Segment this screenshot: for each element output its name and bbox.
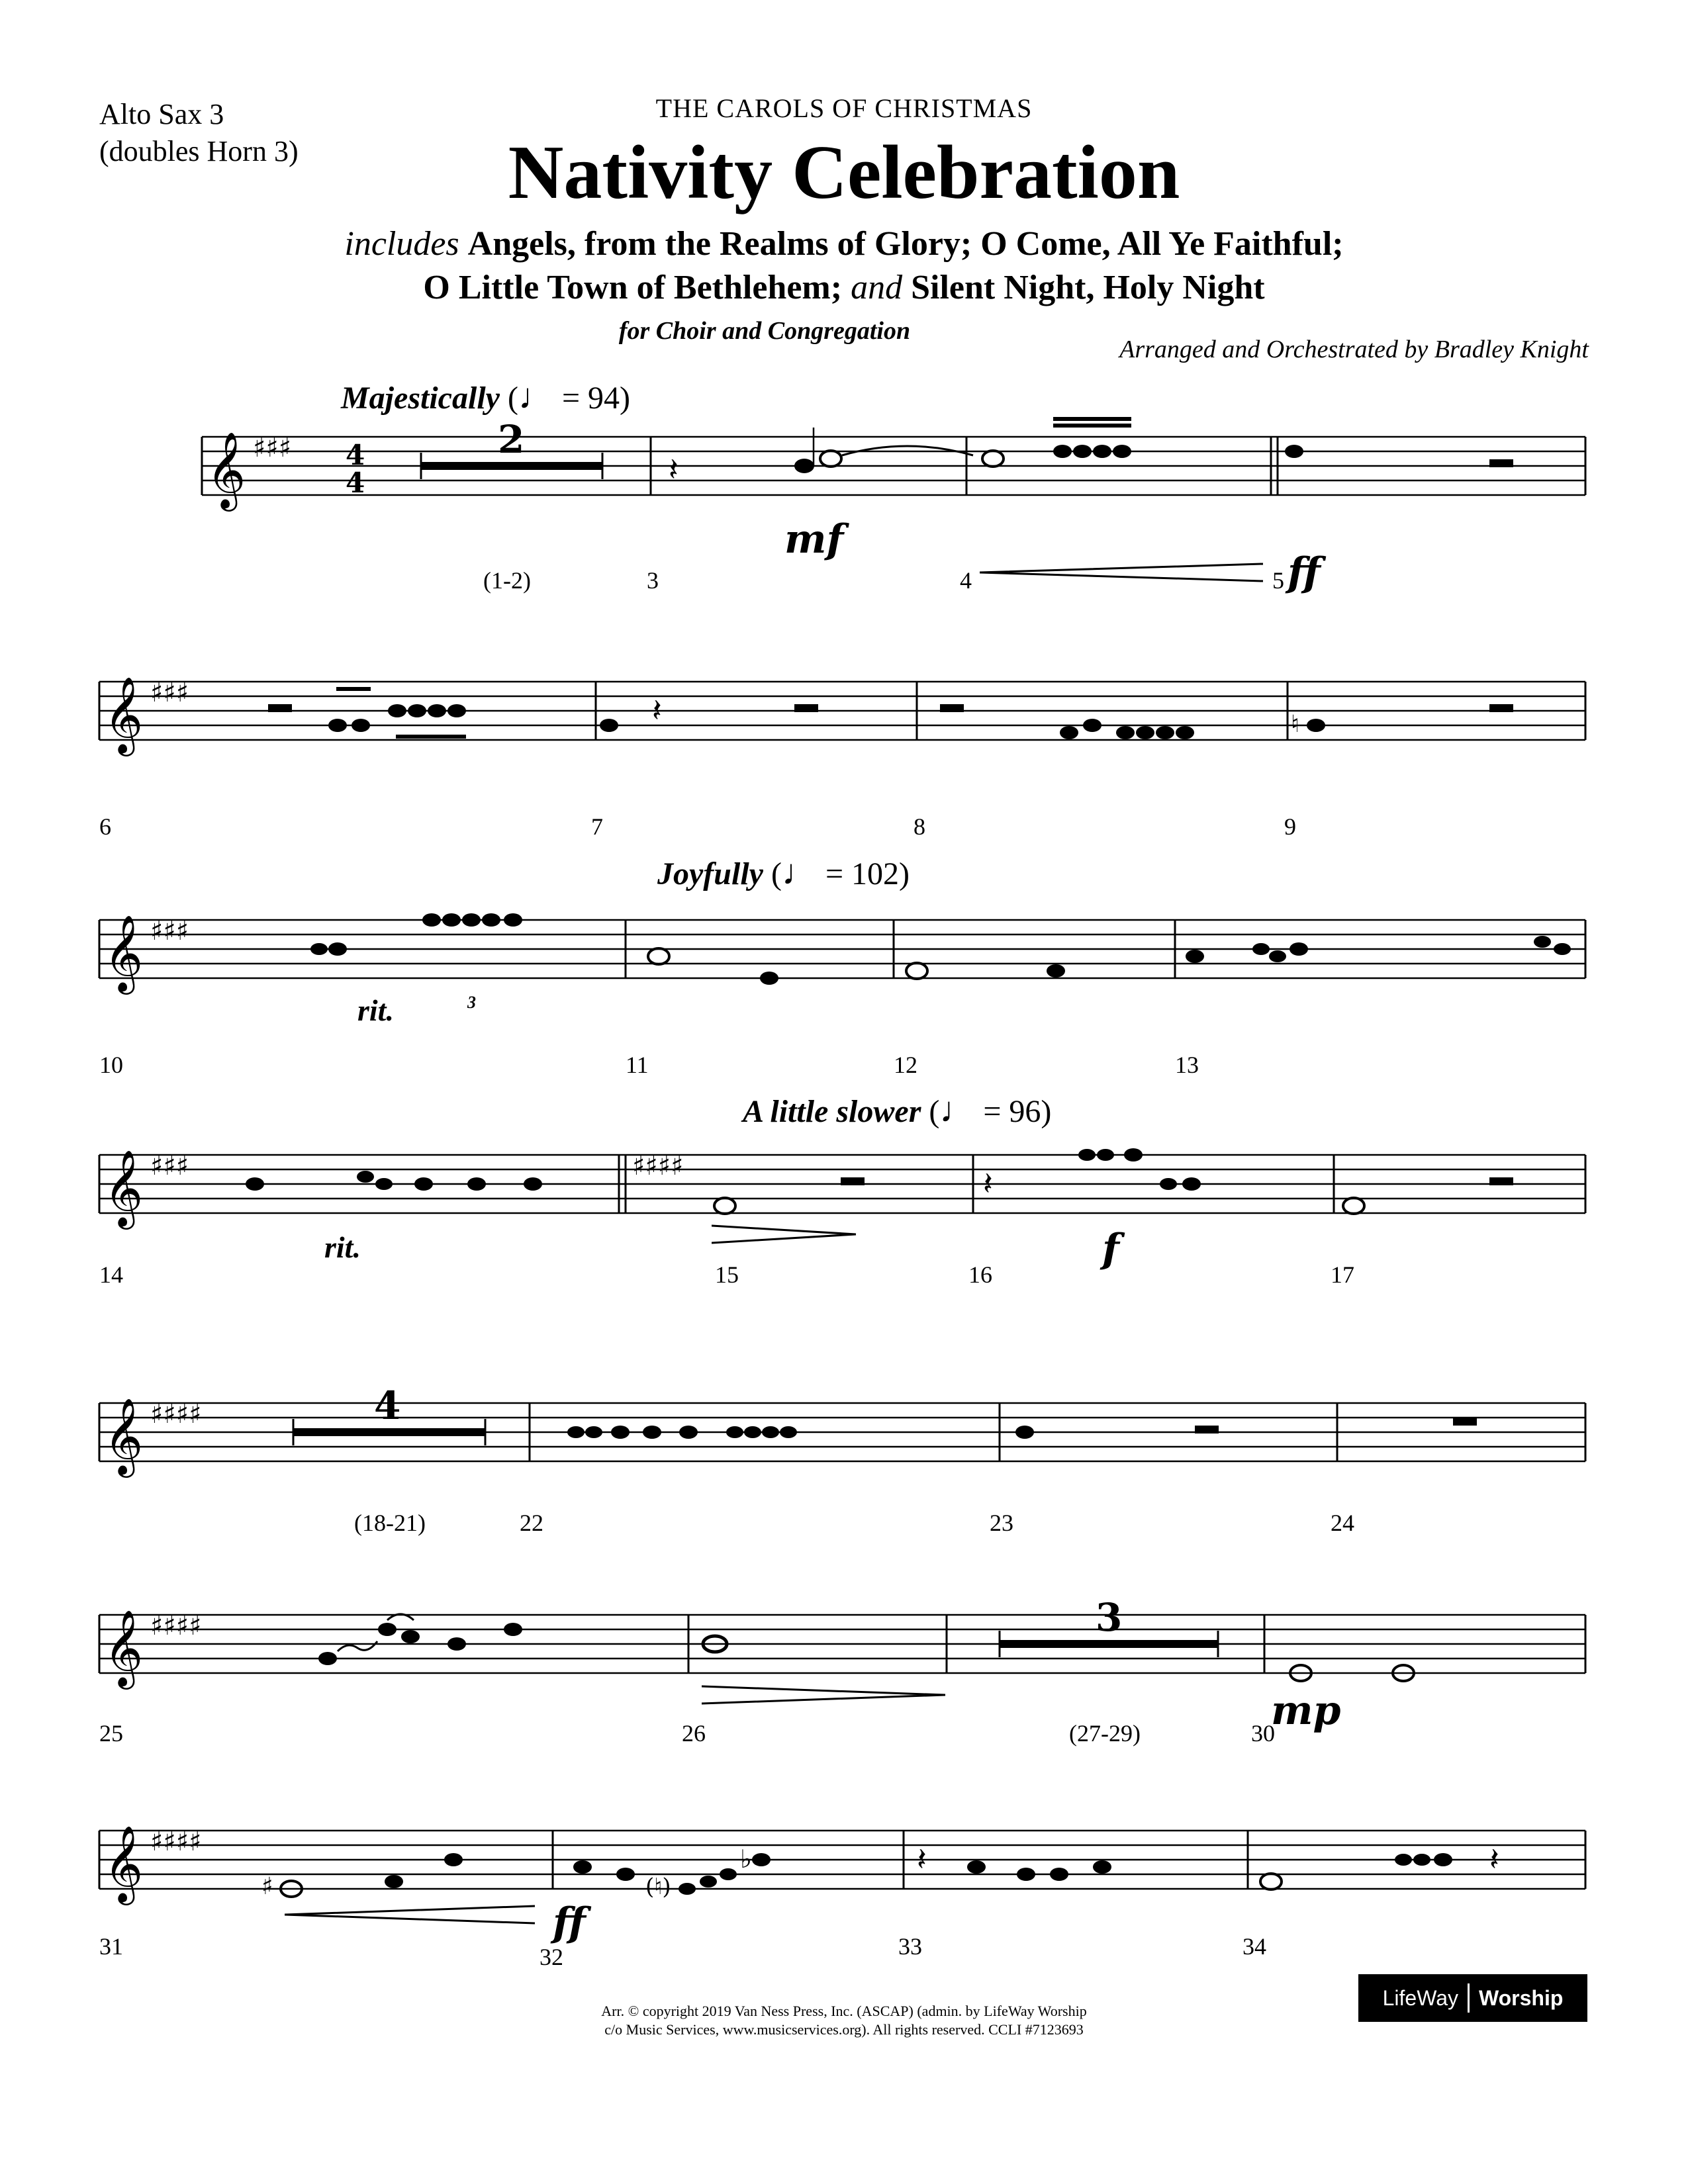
dynamic-marking: mp (1271, 1688, 1341, 1734)
svg-text:♯: ♯ (261, 1873, 273, 1900)
includes-word: includes (344, 225, 459, 263)
logo-text-left: LifeWay (1382, 1985, 1458, 2010)
measure-number: 9 (1284, 813, 1296, 840)
measure-number: 6 (99, 813, 111, 840)
crescendo-hairpin (980, 563, 1264, 582)
svg-text:𝄞: 𝄞 (104, 914, 144, 991)
triplet-marking: 3 (467, 993, 476, 1012)
measure-number: 32 (539, 1944, 563, 1970)
measure-number: 12 (894, 1052, 917, 1078)
svg-text:♯♯♯♯: ♯♯♯♯ (150, 1611, 202, 1641)
decrescendo-hairpin (702, 1685, 947, 1705)
staff-system-6 (0, 1602, 1688, 1694)
measure-number: 15 (715, 1261, 739, 1288)
instrument-doubles: (doubles Horn 3) (99, 135, 299, 167)
multirest-bar (421, 462, 602, 470)
songs-line-1: Angels, from the Realms of Glory; O Come, All Ye Faithful; (467, 225, 1344, 263)
logo-divider (1468, 1983, 1470, 2013)
svg-text:𝄽: 𝄽 (917, 1841, 927, 1878)
measure-number: 26 (682, 1720, 706, 1747)
staff-system-1 (0, 424, 1688, 516)
svg-text:𝄞: 𝄞 (104, 1149, 144, 1226)
svg-text:4: 4 (346, 467, 365, 499)
measure-number: 4 (960, 567, 972, 594)
measure-number: (1-2) (483, 567, 531, 594)
arranger-credit: Arranged and Orchestrated by Bradley Knight (1119, 336, 1589, 363)
and-word: and (851, 269, 903, 306)
staff-system-5 (0, 1390, 1688, 1482)
rit-marking: rit. (357, 993, 394, 1027)
svg-text:𝄞: 𝄞 (104, 1609, 144, 1686)
staff-system-2 (0, 668, 1688, 761)
for-choir-text: for Choir and Congregation (618, 317, 911, 345)
songs-line-2a: O Little Town of Bethlehem; (423, 269, 843, 306)
crescendo-hairpin (285, 1905, 536, 1925)
staff-system-7 (0, 1817, 1688, 1910)
logo-text-right: Worship (1479, 1985, 1564, 2010)
measure-number: 30 (1251, 1720, 1275, 1747)
staff-system-3 (0, 907, 1688, 999)
measure-number: 10 (99, 1052, 123, 1078)
svg-text:𝄞: 𝄞 (104, 1397, 144, 1475)
multirest-count: 2 (498, 417, 525, 462)
measure-number: 31 (99, 1933, 123, 1960)
staff-system-4 (0, 1142, 1688, 1234)
svg-text:♯♯♯♯: ♯♯♯♯ (150, 1399, 202, 1430)
svg-text:♭: ♭ (740, 1844, 752, 1874)
tempo-joyfully: Joyfully (♩ = 102) (657, 852, 910, 892)
measure-number: 13 (1175, 1052, 1199, 1078)
measure-number: 5 (1272, 567, 1284, 594)
measure-number: 16 (968, 1261, 992, 1288)
measure-number: (18-21) (354, 1510, 426, 1536)
svg-text:𝄞: 𝄞 (104, 676, 144, 753)
rit-marking: rit. (324, 1230, 361, 1264)
tempo-majestically: Majestically (♩ = 94) (341, 377, 630, 416)
tempo-a-little-slower: A little slower (♩ = 96) (743, 1090, 1052, 1130)
svg-text:♯♯♯: ♯♯♯ (150, 678, 189, 708)
dynamic-marking: mf (784, 516, 844, 563)
measure-number: 23 (990, 1510, 1013, 1536)
measure-number: 34 (1243, 1933, 1266, 1960)
svg-text:𝄽: 𝄽 (1489, 1841, 1499, 1878)
dynamic-marking: ff (553, 1899, 586, 1946)
page-title: Nativity Celebration (508, 130, 1180, 215)
multirest-count: 4 (374, 1383, 401, 1428)
measure-number: 11 (626, 1052, 649, 1078)
series-title: THE CAROLS OF CHRISTMAS (655, 93, 1033, 123)
measure-number: 3 (647, 567, 659, 594)
instrument-name: Alto Sax 3 (99, 98, 224, 130)
svg-text:♯♯♯: ♯♯♯ (150, 1151, 189, 1181)
dynamic-marking: ff (1288, 549, 1321, 596)
svg-text:♯♯♯♯: ♯♯♯♯ (150, 1827, 202, 1857)
measure-number: 17 (1331, 1261, 1354, 1288)
svg-text:𝄽: 𝄽 (983, 1165, 993, 1203)
measure-number: (27-29) (1069, 1720, 1141, 1747)
svg-text:♮: ♮ (1291, 711, 1299, 738)
key-signature-icon: ♯♯♯ (253, 433, 292, 463)
svg-text:𝄽: 𝄽 (652, 692, 662, 729)
svg-text:𝄽: 𝄽 (669, 451, 679, 488)
copyright-line-2: c/o Music Services, www.musicservices.org). All rights reserved. CCLI #7123693 (604, 2021, 1084, 2038)
decrescendo-hairpin (712, 1224, 857, 1244)
treble-clef-icon: 𝄞 (207, 431, 246, 508)
measure-number: 14 (99, 1261, 123, 1288)
copyright-line-1: Arr. © copyright 2019 Van Ness Press, Inc. (ASCAP) (admin. by LifeWay Worship (601, 2003, 1087, 2019)
dynamic-marking: f (1102, 1226, 1119, 1272)
subtitle (0, 222, 1688, 310)
measure-number: 24 (1331, 1510, 1354, 1536)
svg-text:(♮): (♮) (645, 1874, 671, 1900)
publisher-logo (1358, 1974, 1587, 2022)
measure-number: 7 (591, 813, 603, 840)
time-signature-icon: 4 (346, 439, 365, 471)
measure-number: 22 (520, 1510, 543, 1536)
measure-number: 33 (898, 1933, 922, 1960)
measure-number: 8 (914, 813, 925, 840)
multirest-count: 3 (1096, 1595, 1123, 1640)
svg-text:𝄞: 𝄞 (104, 1825, 144, 1902)
songs-line-2b: Silent Night, Holy Night (911, 269, 1265, 306)
measure-number: 25 (99, 1720, 123, 1747)
svg-text:♯♯♯♯: ♯♯♯♯ (632, 1151, 684, 1181)
svg-text:♯♯♯: ♯♯♯ (150, 916, 189, 946)
